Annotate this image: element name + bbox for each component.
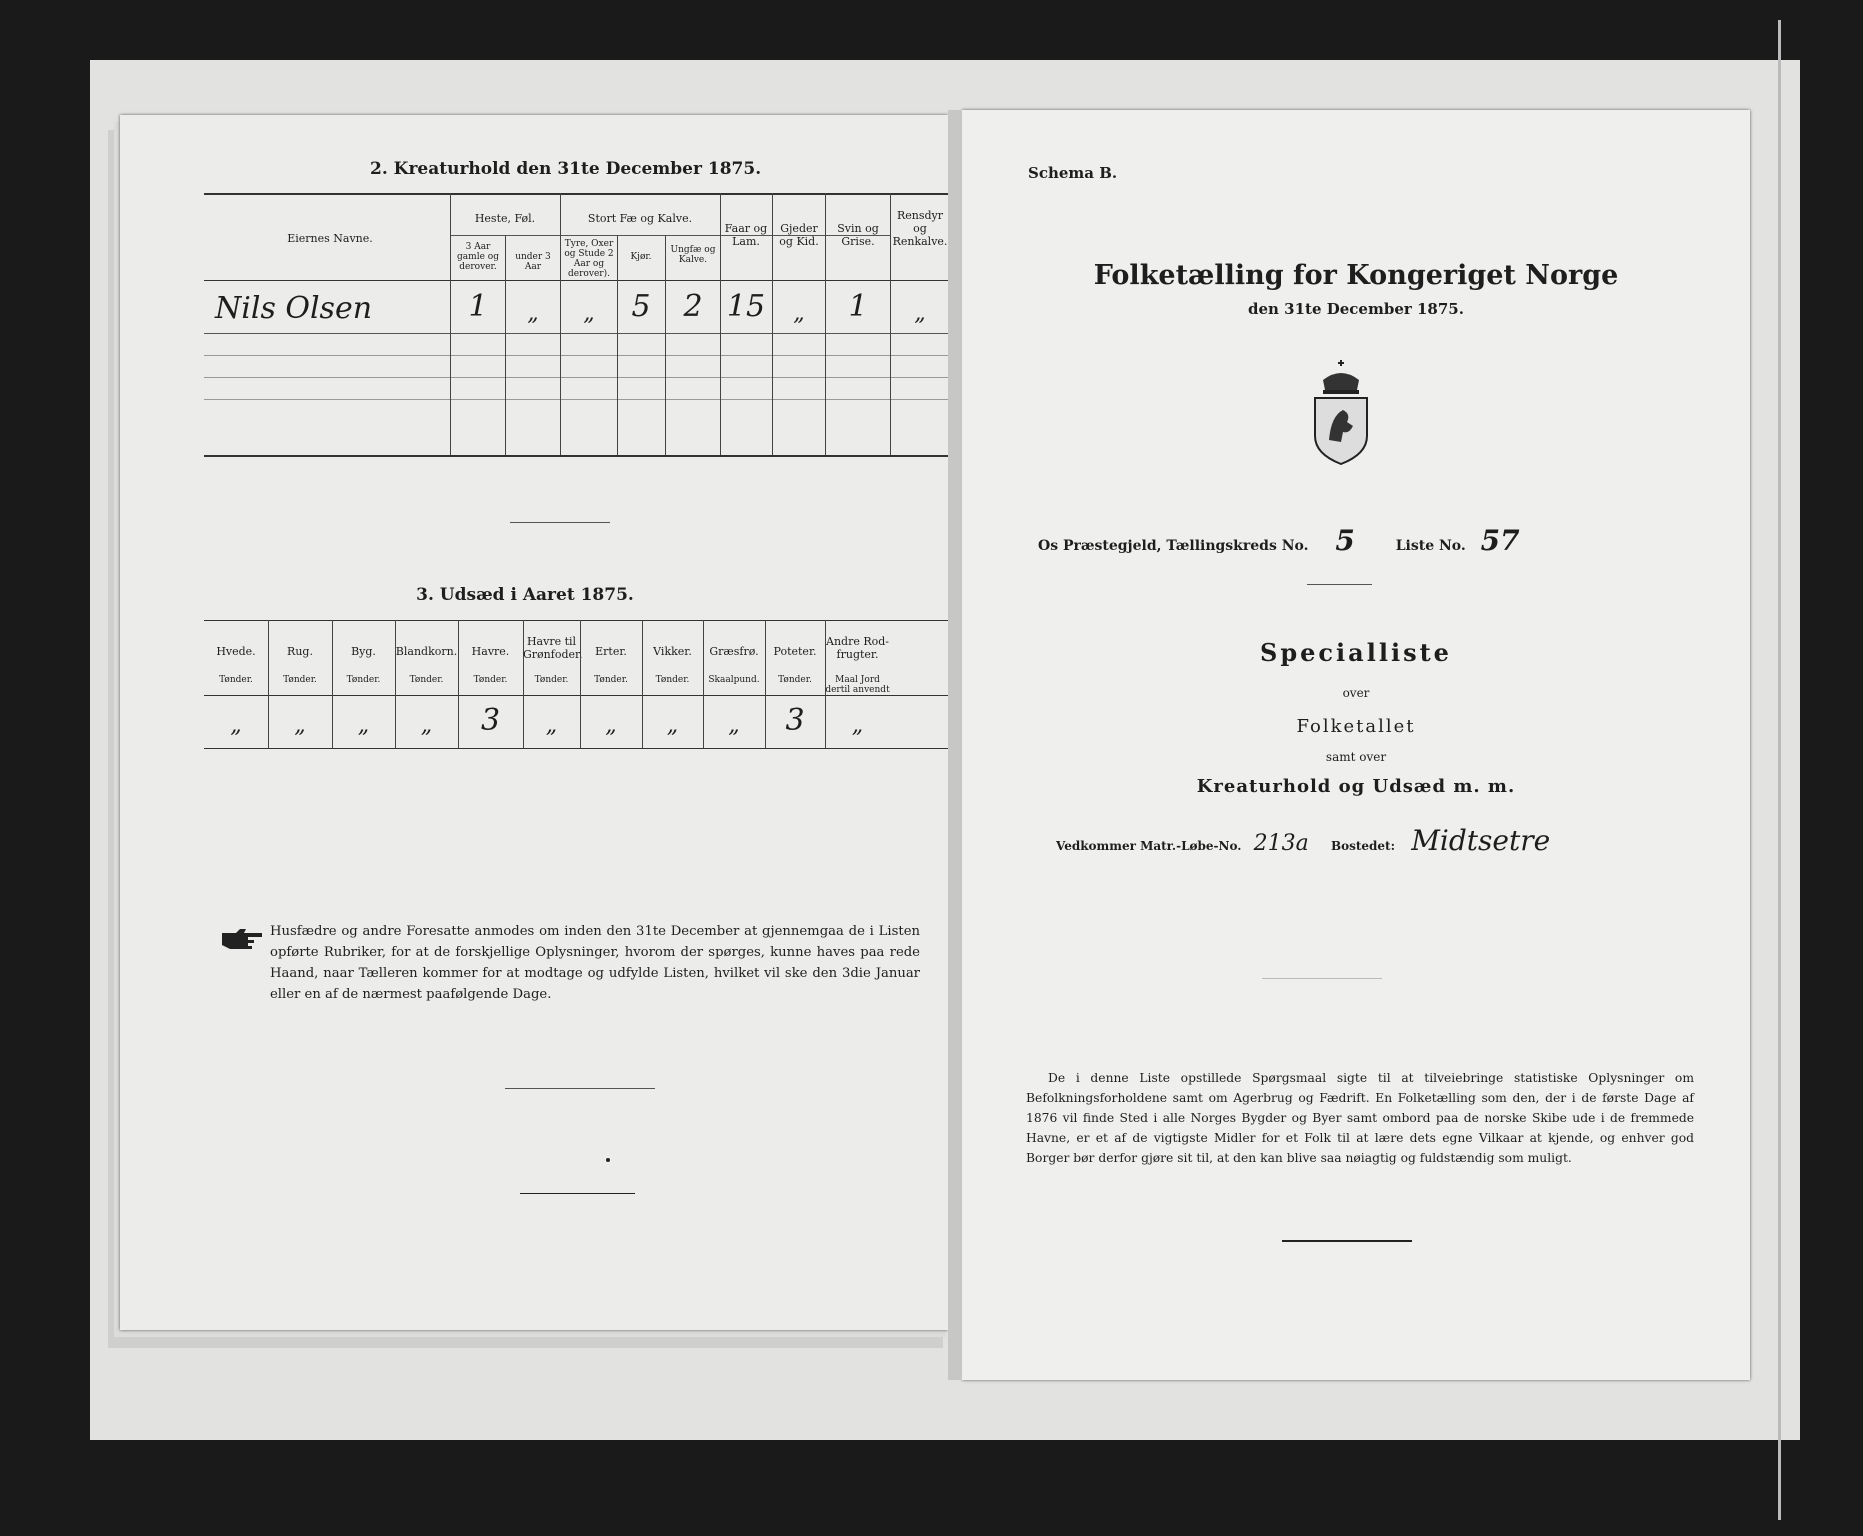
location-line — [1038, 524, 1520, 557]
livestock-value: 2 — [683, 289, 703, 324]
heste-group-header: Heste, Føl. — [474, 212, 536, 225]
stort-a-header: Tyre, Oxer og Stude 2 Aar og derover). — [564, 239, 614, 279]
seed-value: 3 — [785, 703, 805, 738]
col-divider — [560, 193, 561, 455]
heste-a-header: 3 Aar gamle og derover. — [457, 242, 499, 272]
left-notice: Husfædre og andre Foresatte anmodes om inden den 31te December at gjennemgaa de i Listen opførte Rubriker, for at de forskjellige Oplysninger, hvorom der spørges, kunne haves paa rede Haand, naar Tælleren kommer for at modtage og udfylde Listen, hvilket vil ske den 3die Januar eller en af de nærmest paafølgende Dage. — [270, 924, 920, 1002]
folketallet-label: Folketallet — [1296, 716, 1416, 737]
livestock-row-line — [204, 333, 948, 334]
seed-unit: Tønder. — [594, 675, 628, 685]
livestock-value: 15 — [726, 289, 766, 324]
rensdyr-header: Rensdyr og Renkalve. — [892, 209, 948, 248]
signature-line — [1282, 1240, 1412, 1242]
seed-table-top — [204, 620, 948, 621]
seed-unit: Tønder. — [346, 675, 381, 685]
livestock-header-bottom — [204, 280, 948, 281]
seed-header: Rug. — [287, 645, 313, 658]
seed-value: „ — [545, 713, 558, 738]
seed-header: Vikker. — [653, 645, 692, 658]
col-divider — [617, 235, 618, 455]
livestock-table-subline — [450, 235, 890, 236]
seed-unit: Tønder. — [283, 675, 317, 685]
gjeder-header: Gjeder og Kid. — [779, 222, 819, 248]
seed-value: „ — [851, 713, 864, 738]
seed-header: Havre. — [471, 645, 510, 658]
separator — [510, 522, 610, 523]
col-divider — [665, 235, 666, 455]
seed-unit: Tønder. — [409, 675, 444, 685]
kreds-label: Tællingskreds No. — [1166, 538, 1309, 554]
livestock-value: „ — [527, 301, 539, 326]
specialliste-title: Specialliste — [1260, 638, 1452, 667]
section3-title: 3. Udsæd i Aaret 1875. — [416, 585, 634, 605]
book-gutter — [948, 110, 962, 1380]
liste-number: 57 — [1480, 524, 1520, 557]
heste-b-header: under 3 Aar — [515, 252, 551, 272]
pointing-hand-icon — [220, 925, 264, 955]
owner-header: Eiernes Navne. — [287, 232, 373, 245]
seed-value: „ — [666, 713, 679, 738]
seed-unit: Tønder. — [219, 675, 253, 685]
section2-title: 2. Kreaturhold den 31te December 1875. — [370, 159, 762, 179]
census-date: den 31te December 1875. — [1248, 300, 1464, 318]
seed-value: „ — [357, 713, 370, 738]
right-notice: De i denne Liste opstillede Spørgsmaal sigte til at tilveiebringe statistiske Oplysninger om Befolkningsforholdene samt om Agerbrug og Fædrift. En Folketælling som den, der i de første Dage af 1876 vil finde Sted i alle Norges Bygder og Byer samt ombord paa de norske Skibe ude i de fremmede Havne, er et af de vigtigste Midler for et Folk til at lære dets egne Vilkaar at kjende, og enhver god Borger bør derfor gjøre sit til, at den kan blive saa nøiagtig og fuldstændig som muligt. — [1026, 1071, 1694, 1165]
seed-unit: Tønder. — [655, 675, 690, 685]
left-page — [120, 115, 948, 1330]
scan-border — [1778, 20, 1781, 1520]
samt-over-label: samt over — [1325, 750, 1387, 764]
census-title: Folketælling for Kongeriget Norge — [1093, 260, 1619, 291]
prestegjeld-label: Præstegjeld, — [1062, 538, 1162, 554]
livestock-value: 1 — [468, 289, 488, 324]
seed-header-bottom — [204, 695, 948, 696]
livestock-row-line — [204, 355, 948, 356]
stort-c-header: Ungfæ og Kalve. — [670, 245, 716, 265]
kreaturhold-label: Kreaturhold og Udsæd m. m. — [1196, 776, 1516, 797]
col-divider — [825, 193, 826, 455]
seed-unit: Maal Jord dertil anvendt — [825, 675, 890, 695]
seed-value: 3 — [480, 703, 501, 738]
col-divider — [450, 193, 451, 455]
seed-header: Poteter. — [773, 645, 817, 658]
livestock-value: „ — [793, 301, 805, 326]
col-divider — [505, 235, 506, 455]
livestock-value: 1 — [848, 289, 868, 324]
svin-header: Svin og Grise. — [837, 222, 879, 248]
over-label: over — [1342, 686, 1370, 700]
stort-group-header: Stort Fæ og Kalve. — [587, 212, 693, 225]
seed-value: „ — [294, 713, 306, 738]
matr-label: Vedkommer Matr.-Løbe-No. — [1056, 839, 1242, 853]
norwegian-coat-of-arms-icon — [1307, 358, 1375, 472]
livestock-row-line — [204, 377, 948, 378]
matr-value: 213a — [1253, 831, 1309, 856]
seed-header: Havre til Grønfoder. — [523, 635, 583, 661]
separator — [505, 1088, 655, 1089]
livestock-table-bottom — [204, 455, 948, 457]
matr-line — [1056, 824, 1550, 857]
col-divider — [772, 193, 773, 455]
seed-unit: Tønder. — [778, 675, 812, 685]
seed-unit: Tønder. — [534, 675, 569, 685]
col-divider — [890, 193, 891, 455]
parish-name: Os — [1038, 538, 1059, 554]
livestock-row-line — [204, 399, 948, 400]
seed-value: „ — [230, 713, 242, 738]
livestock-value: 5 — [631, 289, 651, 324]
stort-b-header: Kjør. — [630, 252, 652, 262]
seed-header: Blandkorn. — [395, 645, 458, 658]
livestock-value: „ — [914, 301, 926, 326]
schema-label: Schema B. — [1028, 164, 1118, 182]
seed-header: Byg. — [351, 645, 376, 658]
faar-header: Faar og Lam. — [724, 222, 768, 248]
seed-header: Hvede. — [216, 645, 256, 658]
col-divider — [720, 193, 721, 455]
seed-header: Andre Rod-frugter. — [826, 635, 889, 661]
livestock-table-top — [204, 193, 948, 195]
signature-line — [520, 1193, 635, 1194]
kreds-number: 5 — [1335, 524, 1355, 557]
separator — [1262, 978, 1382, 979]
right-page — [962, 110, 1750, 1380]
separator — [1307, 584, 1372, 585]
dot-mark — [606, 1158, 610, 1162]
bostedet-label: Bostedet: — [1330, 839, 1396, 853]
owner-name-handwritten: Nils Olsen — [215, 291, 373, 326]
seed-table-bottom — [204, 748, 948, 749]
bostedet-value: Midtsetre — [1411, 824, 1551, 857]
seed-header: Erter. — [595, 645, 627, 658]
seed-unit: Skaalpund. — [708, 675, 760, 685]
seed-value: „ — [728, 713, 740, 738]
liste-label: Liste No. — [1395, 538, 1466, 554]
seed-unit: Tønder. — [473, 675, 508, 685]
seed-header: Græsfrø. — [709, 645, 759, 658]
seed-value: „ — [605, 713, 617, 738]
seed-value: „ — [420, 713, 433, 738]
livestock-value: „ — [583, 301, 595, 326]
